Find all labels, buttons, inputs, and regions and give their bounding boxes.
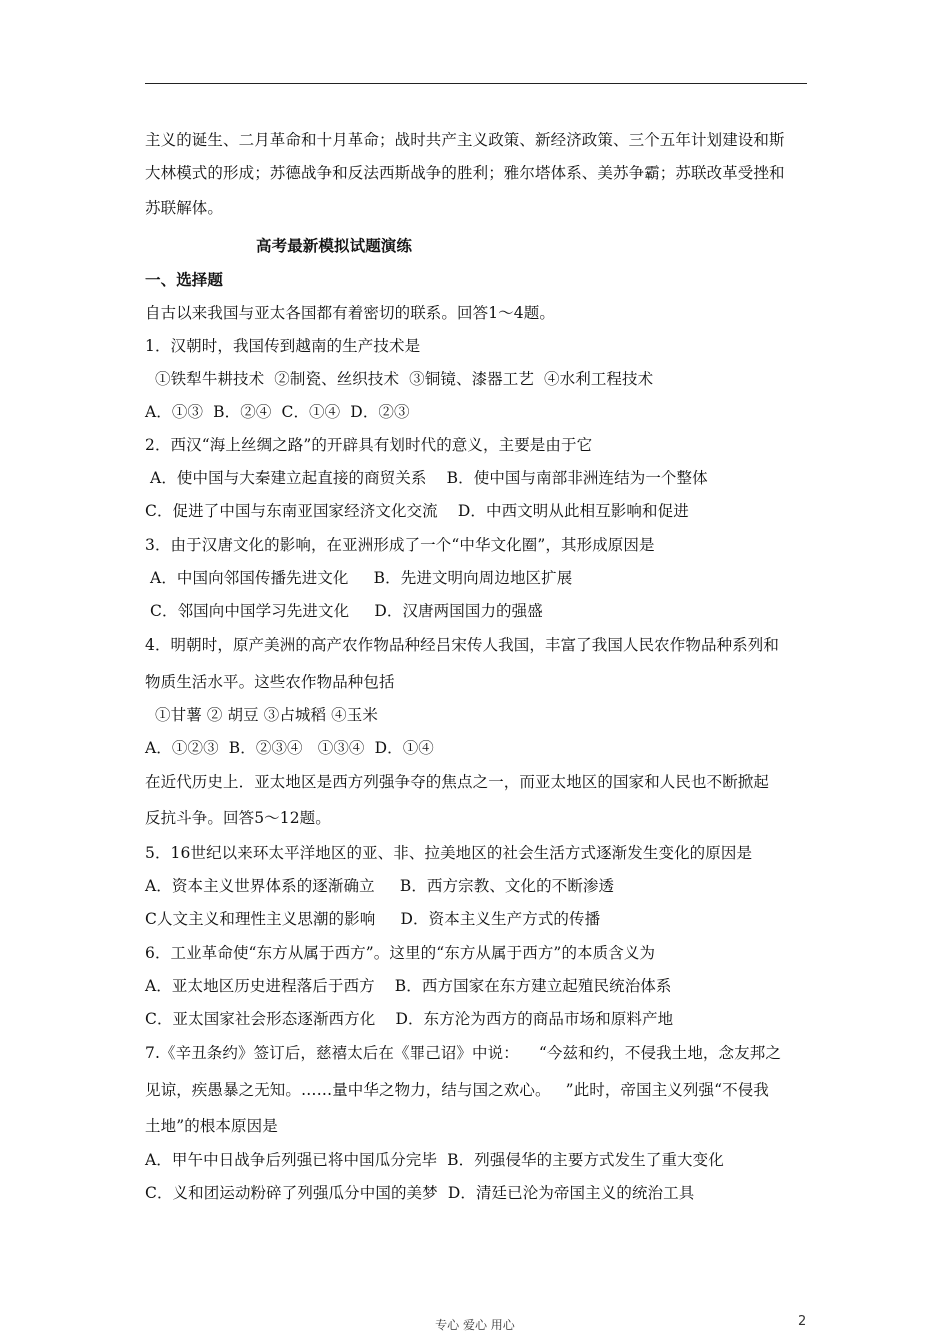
intro-line-2: 大林模式的形成；苏德战争和反法西斯战争的胜利；雅尔塔体系、美苏争霸；苏联改革受挫和 [145,164,785,182]
header-rule [145,83,807,84]
question-line: 2．西汉“海上丝绸之路”的开辟具有划时代的意义，主要是由于它 [145,436,593,454]
question-line: A．甲午中日战争后列强已将中国瓜分完毕 B．列强侵华的主要方式发生了重大变化 [145,1151,724,1169]
intro-line-1: 主义的诞生、二月革命和十月革命；战时共产主义政策、新经济政策、三个五年计划建设和斯 [145,131,785,149]
question-line: ①铁犁牛耕技术 ②制瓷、丝织技术 ③铜镜、漆器工艺 ④水利工程技术 [145,370,654,388]
question-line: 在近代历史上．亚太地区是西方列强争夺的焦点之一，而亚太地区的国家和人民也不断掀起 [145,773,770,791]
question-line: 6．工业革命使“东方从属于西方”。这里的“东方从属于西方”的本质含义为 [145,944,656,962]
page-number: 2 [798,1314,807,1329]
page-footer: 专心 爱心 用心 [435,1318,515,1332]
intro-line-3: 苏联解体。 [145,199,224,217]
question-line: C．促进了中国与东南亚国家经济文化交流 D．中西文明从此相互影响和促进 [145,502,689,520]
question-line: 反抗斗争。回答5～12题。 [145,809,331,827]
section-title: 高考最新模拟试题演练 [256,237,413,255]
question-line: C．义和团运动粉碎了列强瓜分中国的美梦 D．清廷已沦为帝国主义的统治工具 [145,1184,695,1202]
question-line: C人文主义和理性主义思潮的影响 D．资本主义生产方式的传播 [145,910,601,928]
question-line: ①甘薯 ② 胡豆 ③占城稻 ④玉米 [145,706,378,724]
question-line: A．使中国与大秦建立起直接的商贸关系 B．使中国与南部非洲连结为一个整体 [145,469,708,487]
question-line: C．邻国向中国学习先进文化 D．汉唐两国国力的强盛 [145,602,543,620]
question-line: C．亚太国家社会形态逐渐西方化 D．东方沦为西方的商品市场和原料产地 [145,1010,674,1028]
question-line: 土地”的根本原因是 [145,1117,278,1135]
question-line: 3．由于汉唐文化的影响，在亚洲形成了一个“中华文化圈”，其形成原因是 [145,536,655,554]
question-line: 物质生活水平。这些农作物品种包括 [145,673,395,691]
question-line: A．资本主义世界体系的逐渐确立 B．西方宗教、文化的不断渗透 [145,877,615,895]
question-line: 自古以来我国与亚太各国都有着密切的联系。回答1～4题。 [145,304,555,322]
question-line: 5．16世纪以来环太平洋地区的亚、非、拉美地区的社会生活方式逐渐发生变化的原因是 [145,844,753,862]
question-line: A．中国向邻国传播先进文化 B．先进文明向周边地区扩展 [145,569,573,587]
question-line: 1．汉朝时，我国传到越南的生产技术是 [145,337,421,355]
question-line: 见谅，疾愚暴之无知。……量中华之物力，结与国之欢心。 ”此时，帝国主义列强“不侵我 [145,1081,769,1099]
section-heading: 一、选择题 [145,271,224,289]
question-line: 7.《辛丑条约》签订后，慈禧太后在《罪己诏》中说： “今兹和约，不侵我土地，念友邦之 [145,1044,781,1062]
question-line: A．①③ B．②④ C．①④ D．②③ [145,403,410,421]
question-line: A．①②③ B．②③④ ①③④ D．①④ [145,739,434,757]
question-line: 4．明朝时，原产美洲的高产农作物品种经吕宋传人我国，丰富了我国人民农作物品种系列和 [145,636,779,654]
question-line: A．亚太地区历史进程落后于西方 B．西方国家在东方建立起殖民统治体系 [145,977,672,995]
